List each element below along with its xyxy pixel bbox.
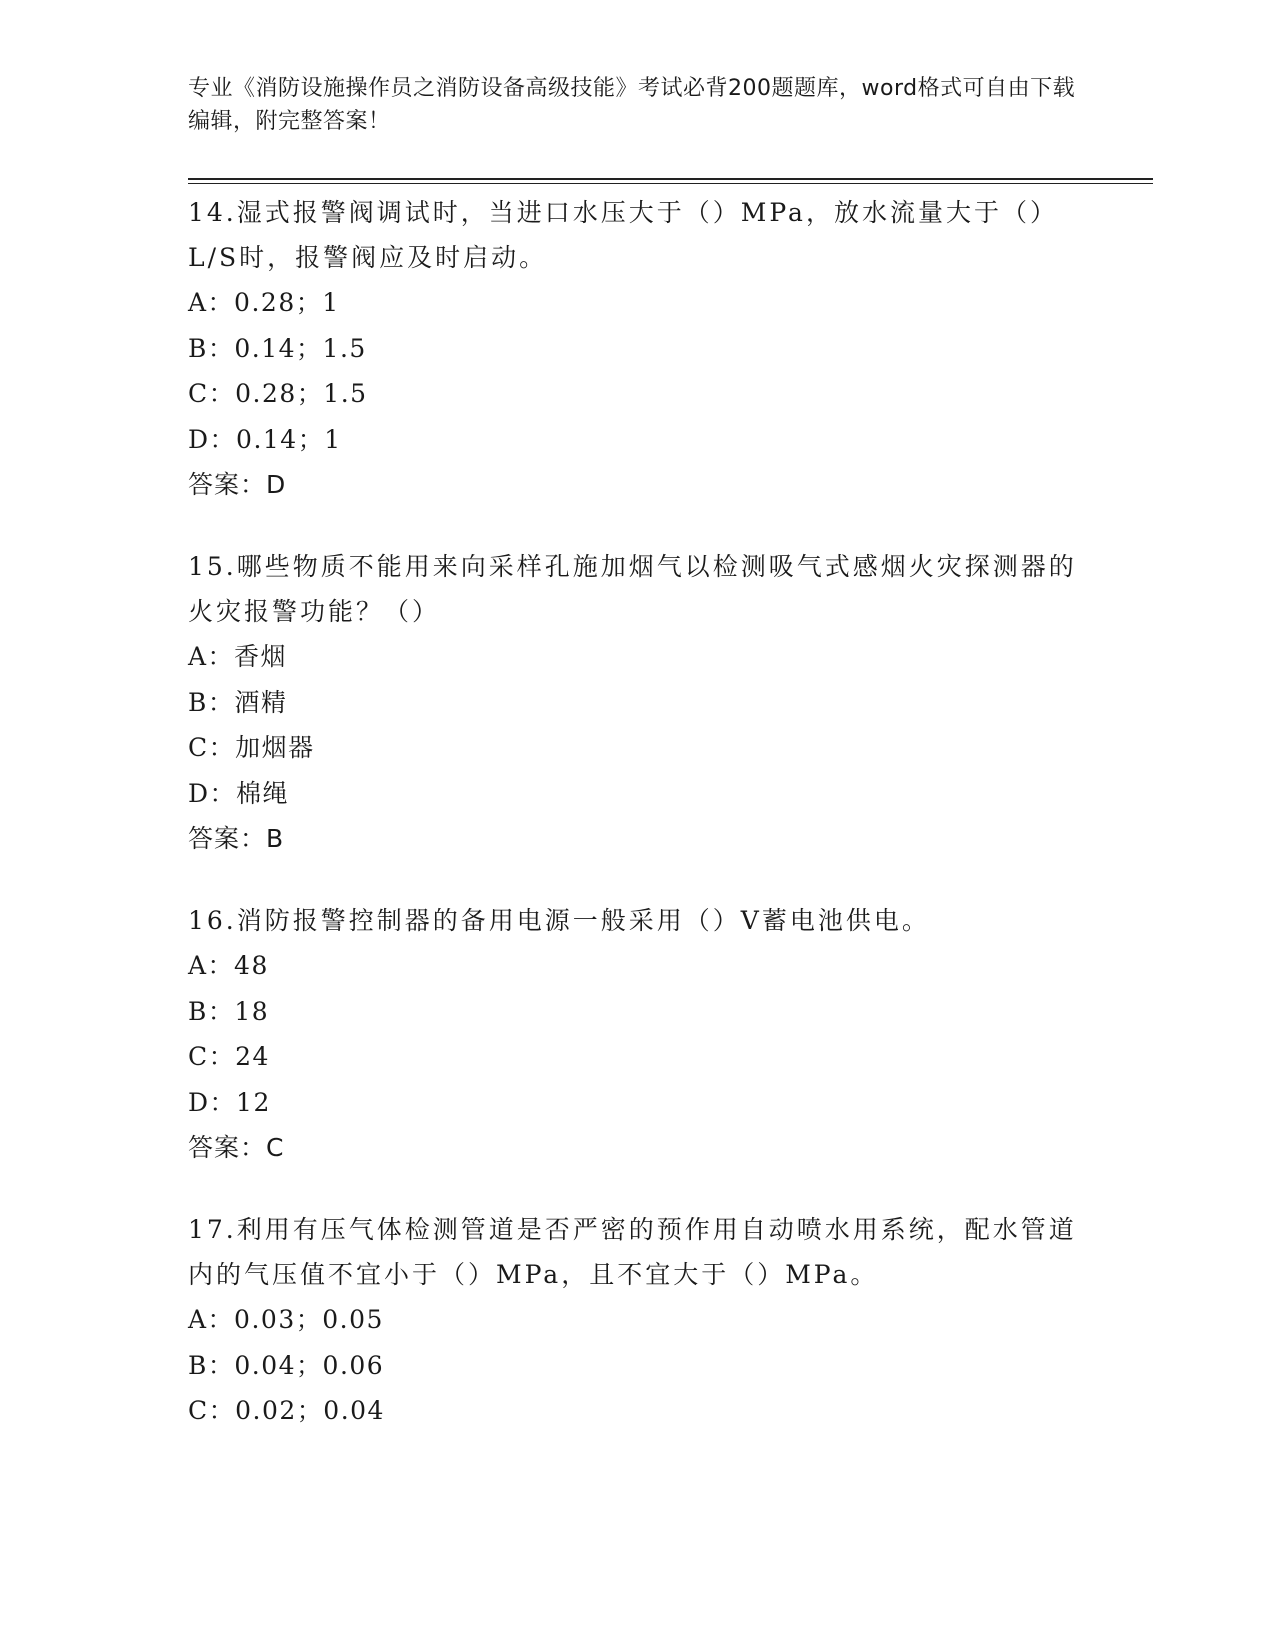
question-14 xyxy=(188,190,1088,507)
option-d: D：0.14；1 xyxy=(188,424,342,454)
answer: 答案：B xyxy=(188,824,285,853)
option-b: B：0.04；0.06 xyxy=(188,1350,385,1380)
option-c: C：0.02；0.04 xyxy=(188,1396,385,1425)
option-b: B：0.14；1.5 xyxy=(188,333,367,363)
header-rule-thin xyxy=(188,183,1153,184)
question-16 xyxy=(188,898,1088,1170)
option-d: D：12 xyxy=(188,1087,271,1117)
option-a: A：48 xyxy=(188,951,269,980)
option-a: A：0.28；1 xyxy=(188,288,340,317)
option-b: B：酒精 xyxy=(188,687,288,717)
answer: 答案：C xyxy=(188,1133,285,1162)
document-header: 专业《消防设施操作员之消防设备高级技能》考试必背200题题库，word格式可自由下载编辑，附完整答案！ xyxy=(188,76,1076,134)
option-c: C：0.28；1.5 xyxy=(188,379,368,408)
option-c: C：24 xyxy=(188,1042,270,1071)
question-text: 15.哪些物质不能用来向采样孔施加烟气以检测吸气式感烟火灾探测器的火灾报警功能？（） xyxy=(188,552,1077,626)
question-text: 14.湿式报警阀调试时，当进口水压大于（）MPa，放水流量大于（）L/S时，报警阀应及时启动。 xyxy=(188,198,1058,272)
question-15 xyxy=(188,544,1088,861)
header-rule-thick xyxy=(188,178,1153,180)
answer: 答案：D xyxy=(188,470,287,499)
option-b: B：18 xyxy=(188,996,270,1026)
option-c: C：加烟器 xyxy=(188,733,315,762)
option-a: A：0.03；0.05 xyxy=(188,1305,384,1334)
question-list xyxy=(188,190,1088,1471)
question-17 xyxy=(188,1207,1088,1434)
question-text: 17.利用有压气体检测管道是否严密的预作用自动喷水用系统，配水管道内的气压值不宜小于（）MPa，且不宜大于（）MPa。 xyxy=(188,1215,1077,1289)
question-text: 16.消防报警控制器的备用电源一般采用（）V蓄电池供电。 xyxy=(188,906,930,935)
option-a: A：香烟 xyxy=(188,642,288,671)
option-d: D：棉绳 xyxy=(188,778,290,808)
